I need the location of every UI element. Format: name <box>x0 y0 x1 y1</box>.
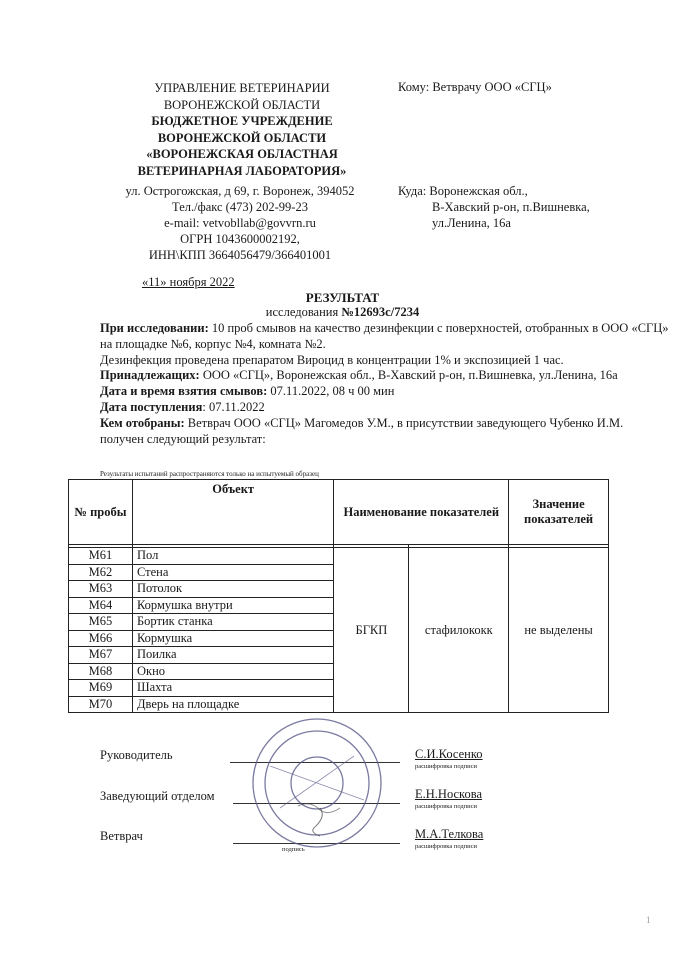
header-line-4: ВОРОНЕЖСКОЙ ОБЛАСТИ <box>157 130 327 145</box>
sample-object: Бортик станка <box>132 614 333 631</box>
signer-caption-1: расшифровка подписи <box>415 763 478 770</box>
sample-code: М63 <box>69 581 133 598</box>
header-line-6: ВЕТЕРИНАРНАЯ ЛАБОРАТОРИЯ» <box>137 163 347 178</box>
p3-label: Принадлежащих: <box>100 368 200 383</box>
where-line-2: В-Хавский р-он, п.Вишневка, <box>432 200 590 214</box>
sample-code: М64 <box>69 597 133 614</box>
results-table <box>68 479 609 713</box>
sample-object: Пол <box>132 548 333 565</box>
result-number <box>0 305 685 320</box>
sample-code: М68 <box>69 663 133 680</box>
p5-label: Дата поступления <box>100 399 203 414</box>
body-paragraph-6 <box>100 416 675 432</box>
sample-object: Поилка <box>132 647 333 664</box>
result-number-value: №12693с/7234 <box>341 305 420 319</box>
sample-object: Стена <box>132 564 333 581</box>
signer-caption-2: расшифровка подписи <box>415 803 478 810</box>
result-number-prefix: исследования <box>265 305 342 319</box>
disclaimer-note: Результаты испытаний распространяются только на испытуемый образец <box>100 470 319 478</box>
sample-code: М69 <box>69 680 133 697</box>
recipient-to: Кому: Ветврачу ООО «СГЦ» <box>398 80 552 94</box>
sample-object: Кормушка внутри <box>132 597 333 614</box>
sample-object: Дверь на площадке <box>132 696 333 713</box>
body-paragraph-1 <box>100 321 675 353</box>
sample-object: Шахта <box>132 680 333 697</box>
body-paragraph-4 <box>100 384 675 400</box>
official-stamp <box>250 716 384 850</box>
p6-label: Кем отобраны: <box>100 415 185 430</box>
header-indicators: Наименование показателей <box>334 480 509 545</box>
header-line-3: БЮДЖЕТНОЕ УЧРЕЖДЕНИЕ <box>151 114 333 128</box>
signature-role-department: Заведующий отделом <box>100 789 215 803</box>
p1-text: 10 проб смывов на качество дезинфекции с поверхностей, отобранных в ООО «СГЦ» на площадке №6, корпус №4, комната №2. <box>100 321 669 351</box>
indicator-value: не выделены <box>509 548 609 713</box>
header-line-5: «ВОРОНЕЖСКАЯ ОБЛАСТНАЯ <box>146 147 338 161</box>
sample-object: Окно <box>132 663 333 680</box>
header-object: Объект <box>132 480 333 545</box>
sample-object: Потолок <box>132 581 333 598</box>
org-header <box>112 80 372 179</box>
body-paragraph-3 <box>100 368 675 384</box>
signer-caption-3: расшифровка подписи <box>415 843 478 850</box>
recipient-where <box>398 183 590 231</box>
address-line-5: ИНН\КПП 3664056479/366401001 <box>148 248 332 262</box>
header-sample-number: № пробы <box>69 480 133 545</box>
body-paragraph-7: получен следующий результат: <box>100 431 266 446</box>
header-values: Значение показателей <box>509 480 609 545</box>
p4-text: 07.11.2022, 08 ч 00 мин <box>267 384 395 399</box>
table-row <box>69 548 609 565</box>
sample-code: М65 <box>69 614 133 631</box>
p6-text: Ветврач ООО «СГЦ» Магомедов У.М., в присутствии заведующего Чубенко И.М. <box>184 415 624 430</box>
signer-name-2: Е.Н.Носкова <box>415 787 483 801</box>
org-address <box>100 183 380 263</box>
signer-name-1: С.И.Косенко <box>415 747 483 761</box>
signature-role-vet: Ветврач <box>100 829 143 843</box>
p5-text: : 07.11.2022 <box>202 399 265 414</box>
sample-object: Кормушка <box>132 630 333 647</box>
p3-text: ООО «СГЦ», Воронежская обл., В-Хавский р-он, п.Вишневка, ул.Ленина, 16а <box>199 368 618 383</box>
result-title: РЕЗУЛЬТАТ <box>305 290 380 305</box>
signature-caption: подпись <box>282 846 305 853</box>
indicator-name: стафилококк <box>409 548 509 713</box>
sample-code: М67 <box>69 647 133 664</box>
document-date: «11» ноября 2022 <box>142 275 235 289</box>
sample-code: М70 <box>69 696 133 713</box>
where-line-3: ул.Ленина, 16а <box>432 216 511 230</box>
address-line-2: Тел./факс (473) 202-99-23 <box>172 200 308 214</box>
page-number: 1 <box>646 915 651 925</box>
p1-label: При исследовании: <box>100 321 209 335</box>
sample-code: М66 <box>69 630 133 647</box>
body-paragraph-2: Дезинфекция проведена препаратом Вироцид в концентрации 1% и экспозицией 1 час. <box>100 352 564 367</box>
document-body <box>100 321 675 447</box>
indicator-group: БГКП <box>334 548 409 713</box>
signer-name-3: М.А.Телкова <box>415 827 484 841</box>
where-line-1: Куда: Воронежская обл., <box>398 184 528 198</box>
p4-label: Дата и время взятия смывов: <box>100 384 268 399</box>
sample-code: М62 <box>69 564 133 581</box>
header-line-1: УПРАВЛЕНИЕ ВЕТЕРИНАРИИ <box>154 81 330 95</box>
signature-role-head: Руководитель <box>100 748 173 762</box>
table-header-row <box>69 480 609 545</box>
address-line-4: ОГРН 1043600002192, <box>180 232 300 246</box>
body-paragraph-5 <box>100 400 675 416</box>
sample-code: М61 <box>69 548 133 565</box>
address-line-1: ул. Острогожская, д 69, г. Воронеж, 394052 <box>125 184 355 198</box>
address-line-3: e-mail: vetvobllab@govvrn.ru <box>164 216 316 230</box>
header-line-2: ВОРОНЕЖСКОЙ ОБЛАСТИ <box>163 97 321 112</box>
